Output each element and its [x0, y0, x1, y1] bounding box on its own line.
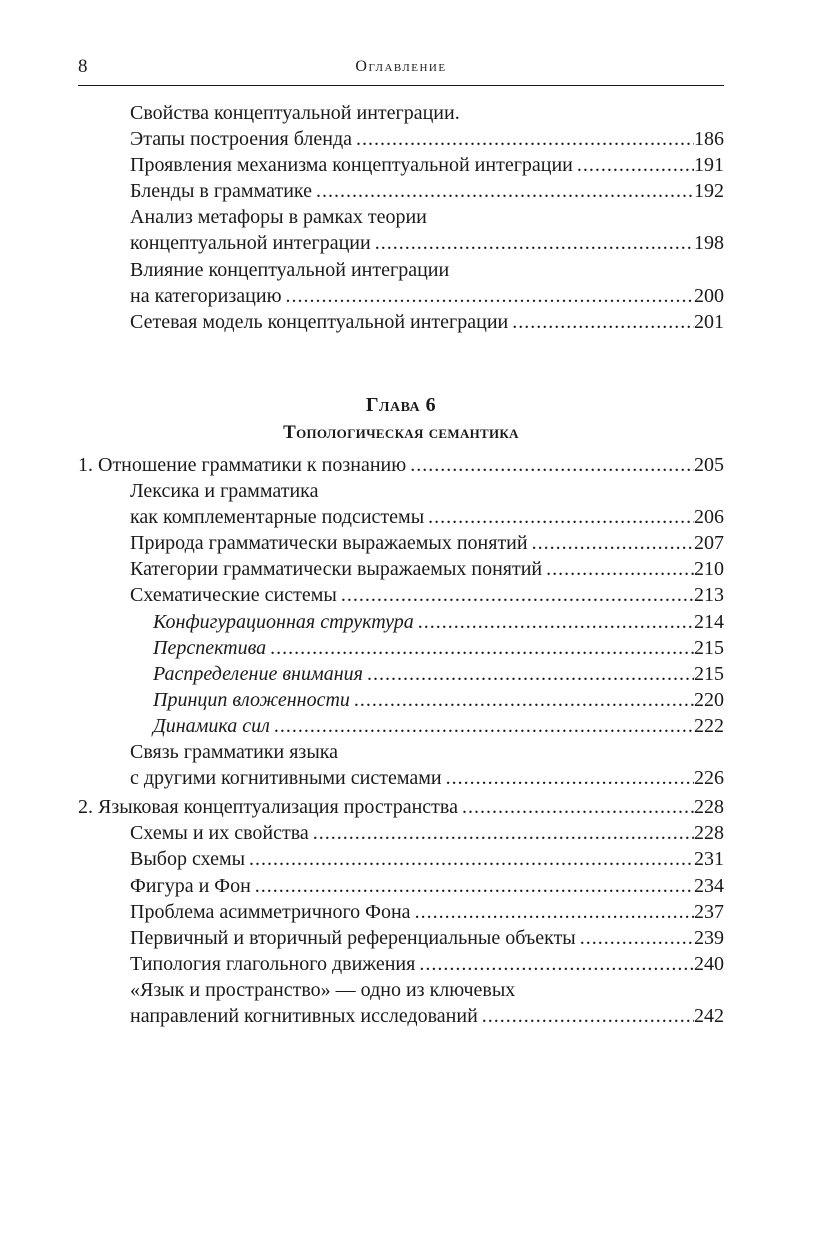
toc-entry-title: Этапы построения бленда	[130, 128, 353, 151]
toc-entry-page-number: 206	[694, 506, 724, 529]
toc-entry-page-number: 200	[694, 284, 724, 307]
toc-entry-page-number: 228	[694, 822, 724, 845]
dot-leader	[573, 152, 694, 178]
toc-entry-page-number: 231	[694, 848, 724, 871]
toc-entry-title: Влияние концептуальной интеграции	[130, 258, 450, 281]
toc-entry[interactable]	[78, 794, 724, 820]
toc-entry-title: Природа грамматически выражаемых понятий	[130, 532, 528, 555]
toc-entry-title: Перспектива	[153, 636, 267, 659]
chapter-title: Топологическая семантика	[283, 422, 519, 443]
dot-leader	[337, 582, 694, 608]
toc-section-top	[78, 100, 724, 335]
toc-entry[interactable]	[78, 309, 724, 335]
toc-entry-title: Категории грамматически выражаемых понятий	[130, 558, 543, 581]
toc-entry-title: Сетевая модель концептуальной интеграции	[130, 310, 509, 333]
toc-entry[interactable]	[78, 582, 724, 608]
toc-entry-title: как комплементарные подсистемы	[130, 506, 425, 529]
toc-entry[interactable]	[78, 925, 724, 951]
toc-entry[interactable]	[78, 765, 724, 791]
dot-leader	[350, 687, 694, 713]
toc-entry[interactable]	[78, 100, 724, 126]
toc-entry-page-number: 228	[694, 796, 724, 819]
toc-entry-title: Фигура и Фон	[130, 874, 251, 897]
dot-leader	[251, 873, 694, 899]
toc-entry-page-number: 186	[694, 128, 724, 151]
toc-entry[interactable]	[78, 452, 724, 478]
dot-leader	[414, 609, 694, 635]
toc-entry-title: Анализ метафоры в рамках теории	[130, 206, 427, 229]
toc-entry-page-number: 239	[694, 926, 724, 949]
toc-entry[interactable]	[78, 609, 724, 635]
toc-entry-page-number: 234	[694, 874, 724, 897]
toc-entry-page-number: 242	[694, 1004, 724, 1027]
toc-entry-page-number: 192	[694, 180, 724, 203]
toc-entry-title: Свойства концептуальной интеграции.	[130, 102, 460, 124]
toc-entry-page-number: 237	[694, 900, 724, 923]
dot-leader	[528, 530, 694, 556]
dot-leader	[282, 283, 694, 309]
toc-entry-title: Распределение внимания	[153, 662, 363, 685]
toc-entry-title: Проблема асимметричного Фона	[130, 900, 411, 923]
toc-entry[interactable]	[78, 661, 724, 687]
dot-leader	[458, 794, 694, 820]
toc-entry-title: Динамика сил	[153, 714, 270, 737]
toc-entry[interactable]	[78, 713, 724, 739]
dot-leader	[266, 635, 694, 661]
toc-entry[interactable]	[78, 846, 724, 872]
toc-entry[interactable]	[78, 283, 724, 309]
dot-leader	[245, 846, 694, 872]
toc-entry[interactable]	[78, 504, 724, 530]
toc-entry-title: направлений когнитивных исследований	[130, 1004, 478, 1027]
toc-entry[interactable]	[78, 635, 724, 661]
toc-entry-title: с другими когнитивными системами	[130, 767, 442, 790]
toc-entry-title: Принцип вложенности	[153, 688, 350, 711]
toc-entry-page-number: 214	[694, 610, 724, 633]
dot-leader	[424, 504, 694, 530]
toc-section-chapter-6	[78, 452, 724, 1029]
dot-leader	[371, 230, 694, 256]
dot-leader	[542, 556, 694, 582]
dot-leader	[576, 925, 694, 951]
toc-entry-page-number: 240	[694, 952, 724, 975]
dot-leader	[363, 661, 694, 687]
toc-entry-page-number: 215	[694, 636, 724, 659]
toc-entry-title: «Язык и пространство» — одно из ключевых	[130, 978, 516, 1001]
toc-entry[interactable]	[78, 478, 724, 504]
toc-entry-page-number: 207	[694, 532, 724, 555]
dot-leader	[352, 126, 694, 152]
toc-entry[interactable]	[78, 178, 724, 204]
toc-entry-title: Выбор схемы	[130, 848, 246, 871]
toc-entry-page-number: 215	[694, 662, 724, 685]
toc-entry-page-number: 222	[694, 714, 724, 737]
toc-entry-title: Типология глагольного движения	[130, 952, 416, 975]
toc-entry-title: на категоризацию	[130, 284, 282, 307]
toc-entry[interactable]	[78, 230, 724, 256]
running-title: Оглавление	[355, 58, 447, 75]
toc-entry-title: Конфигурационная структура	[153, 610, 414, 633]
toc-entry-page-number: 220	[694, 688, 724, 711]
toc-entry-page-number: 213	[694, 584, 724, 607]
dot-leader	[312, 178, 694, 204]
toc-entry-title: Связь грамматики языка	[130, 741, 339, 764]
toc-entry[interactable]	[78, 1003, 724, 1029]
dot-leader	[508, 309, 694, 335]
toc-entry[interactable]	[78, 530, 724, 556]
toc-entry-title: Лексика и грамматика	[130, 480, 319, 503]
toc-entry-title: Схематические системы	[130, 584, 337, 607]
toc-entry-page-number: 226	[694, 767, 724, 790]
toc-entry[interactable]	[78, 152, 724, 178]
toc-entry-title: Проявления механизма концептуальной интеграции	[130, 154, 573, 177]
toc-entry-title: Схемы и их свойства	[130, 822, 309, 845]
toc-entry[interactable]	[78, 257, 724, 283]
toc-entry-title: Бленды в грамматике	[130, 180, 312, 203]
header-divider	[78, 85, 724, 86]
toc-entry[interactable]	[78, 820, 724, 846]
dot-leader	[309, 820, 694, 846]
toc-entry-page-number: 201	[694, 310, 724, 333]
toc-entry[interactable]	[78, 687, 724, 713]
dot-leader	[270, 713, 694, 739]
dot-leader	[411, 899, 694, 925]
toc-entry-page-number: 198	[694, 232, 724, 255]
toc-entry-title: 2. Языковая концептуализация пространства	[78, 796, 458, 819]
toc-entry[interactable]	[78, 556, 724, 582]
toc-entry[interactable]	[78, 126, 724, 152]
toc-entry-title: 1. Отношение грамматики к познанию	[78, 454, 407, 476]
toc-entry-title: Первичный и вторичный референциальные объекты	[130, 926, 576, 949]
dot-leader	[406, 452, 694, 478]
toc-entry-title: концептуальной интеграции	[130, 232, 371, 255]
toc-entry[interactable]	[78, 977, 724, 1003]
dot-leader	[415, 951, 694, 977]
toc-entry[interactable]	[78, 739, 724, 765]
toc-entry[interactable]	[78, 899, 724, 925]
toc-entry-page-number: 210	[694, 558, 724, 581]
toc-entry[interactable]	[78, 204, 724, 230]
page-number: 8	[78, 56, 88, 77]
toc-entry-page-number: 205	[694, 454, 724, 476]
dot-leader	[478, 1003, 694, 1029]
page-header	[78, 52, 724, 82]
dot-leader	[442, 765, 694, 791]
toc-entry[interactable]	[78, 951, 724, 977]
chapter-label: Глава 6	[365, 394, 437, 416]
toc-entry-page-number: 191	[694, 154, 724, 177]
toc-entry[interactable]	[78, 873, 724, 899]
